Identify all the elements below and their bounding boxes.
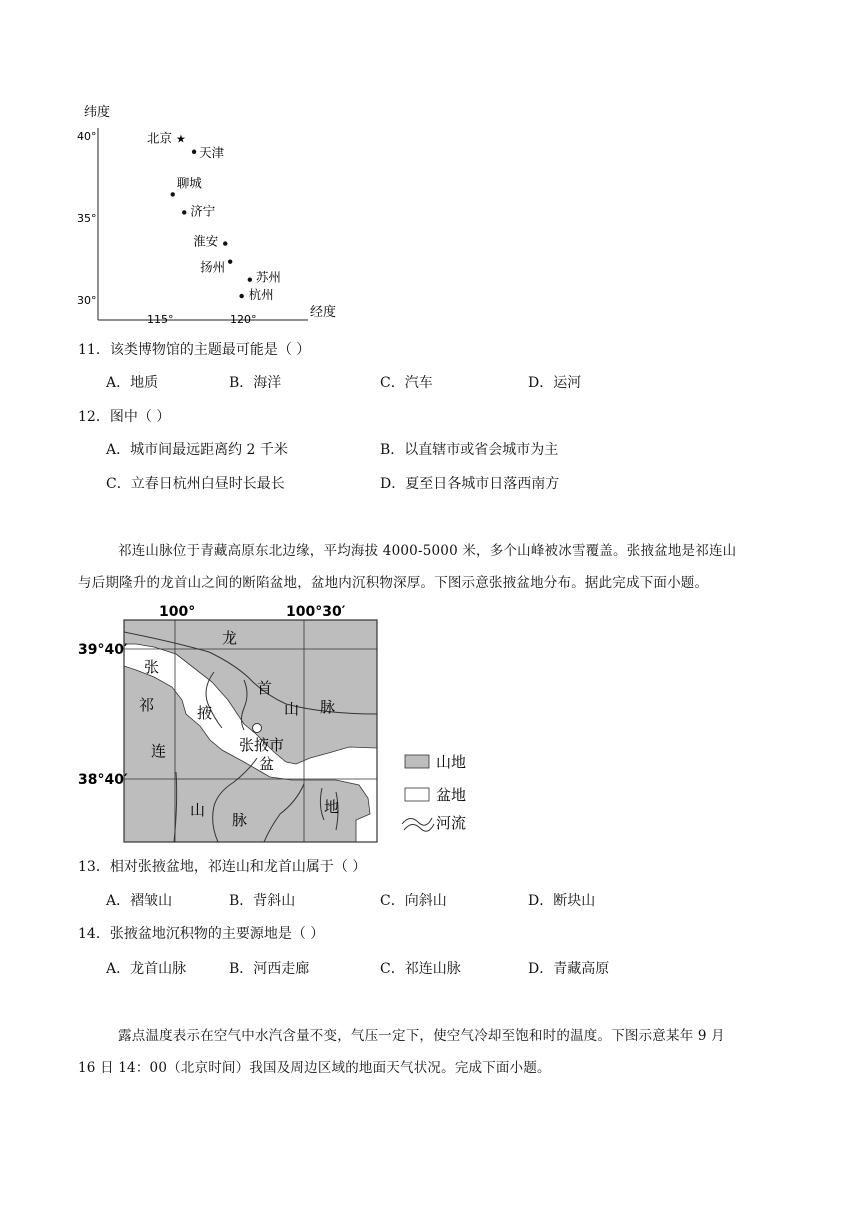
legend-river-swatch xyxy=(402,818,432,825)
lon-label-100: 100° xyxy=(159,604,196,620)
map-char-qi: 祁 xyxy=(139,696,155,714)
q12-option-c[interactable]: C．立春日杭州白昼时长最长 xyxy=(106,476,285,492)
city-point xyxy=(248,277,252,281)
city-points xyxy=(147,131,281,302)
city-point-label: 北京 xyxy=(146,130,172,146)
city-point-label: 聊城 xyxy=(176,175,202,191)
legend-river-label: 河流 xyxy=(436,814,467,832)
chart-xlabel: 经度 xyxy=(310,305,337,320)
lat-label-3940: 39°40′ xyxy=(78,642,128,658)
city-point xyxy=(228,259,232,263)
q11-stem: 11．该类博物馆的主题最可能是（ ） xyxy=(78,342,311,358)
city-point xyxy=(239,294,243,298)
map-char-long: 龙 xyxy=(222,629,238,647)
passage3-line1: 露点温度表示在空气中水汽含量不变，气压一定下，使空气冷却至饱和时的温度。下图示意某年 9 月 xyxy=(118,1028,725,1044)
zhangye-basin-map xyxy=(74,602,484,848)
q14-option-c[interactable]: C．祁连山脉 xyxy=(380,961,461,977)
q13-option-b[interactable]: B．背斜山 xyxy=(229,893,296,909)
city-point xyxy=(171,192,175,196)
map-city-label: 张掖市 xyxy=(239,736,285,754)
q13-stem: 13．相对张掖盆地，祁连山和龙首山属于（ ） xyxy=(78,859,367,875)
legend-river-swatch-2 xyxy=(404,824,434,831)
passage3-line2: 16 日 14：00（北京时间）我国及周边区域的地面天气状况。完成下面小题。 xyxy=(78,1060,551,1076)
q13-option-d[interactable]: D．断块山 xyxy=(528,893,596,909)
zhangye-city-marker xyxy=(253,724,262,733)
lon-label-10030: 100°30′ xyxy=(286,604,346,620)
city-point xyxy=(192,150,196,154)
q14-option-b[interactable]: B．河西走廊 xyxy=(229,961,310,977)
xtick-115: 115° xyxy=(147,313,174,326)
lat-label-3840: 38°40′ xyxy=(78,772,128,788)
legend-basin-label: 盆地 xyxy=(436,786,467,804)
legend-mountain-label: 山地 xyxy=(436,753,467,771)
map-basin-char: 盆 xyxy=(259,755,275,773)
city-point xyxy=(223,241,227,245)
q14-option-d[interactable]: D．青藏高原 xyxy=(528,961,610,977)
q11-option-a[interactable]: A．地质 xyxy=(106,375,159,391)
city-latitude-chart xyxy=(70,98,350,330)
q11-option-c[interactable]: C．汽车 xyxy=(380,375,433,391)
q14-option-a[interactable]: A．龙首山脉 xyxy=(106,961,187,977)
map-char-mai2: 脉 xyxy=(232,811,248,829)
map-char-lian: 连 xyxy=(151,742,167,760)
city-point-label: 淮安 xyxy=(193,233,219,249)
legend-basin-swatch xyxy=(405,788,429,801)
q12-option-a[interactable]: A．城市间最远距离约 2 千米 xyxy=(106,442,288,458)
city-point-label: 济宁 xyxy=(190,203,216,219)
city-point-label: 扬州 xyxy=(200,259,226,275)
city-point xyxy=(182,210,186,214)
q12-option-b[interactable]: B．以直辖市或省会城市为主 xyxy=(380,442,559,458)
ytick-30: 30° xyxy=(77,294,97,307)
map-char-mai1: 脉 xyxy=(320,698,336,716)
city-point-label: 杭州 xyxy=(248,287,274,303)
chart-ylabel: 纬度 xyxy=(84,105,111,120)
legend-mountain-swatch xyxy=(405,755,429,768)
city-point-label: 天津 xyxy=(199,144,225,160)
ytick-40: 40° xyxy=(77,130,97,143)
map-char-zhang: 张 xyxy=(144,658,160,676)
q13-option-a[interactable]: A．褶皱山 xyxy=(106,893,173,909)
city-point: ★ xyxy=(175,132,186,146)
q14-stem: 14．张掖盆地沉积物的主要源地是（ ） xyxy=(78,926,325,942)
city-point-label: 苏州 xyxy=(255,269,281,285)
passage2-line2: 与后期隆升的龙首山之间的断陷盆地，盆地内沉积物深厚。下图示意张掖盆地分布。据此完成下面小题。 xyxy=(78,575,709,591)
ytick-35: 35° xyxy=(77,212,97,225)
q11-option-b[interactable]: B．海洋 xyxy=(229,375,282,391)
map-char-shan2: 山 xyxy=(190,801,206,819)
passage2-line1: 祁连山脉位于青藏高原东北边缘，平均海拔 4000-5000 米，多个山峰被冰雪覆盖。张掖盆地是祁连山 xyxy=(118,543,737,559)
map-char-ye: 掖 xyxy=(197,704,213,722)
q12-stem: 12．图中（ ） xyxy=(78,409,171,425)
xtick-120: 120° xyxy=(230,313,257,326)
q12-option-d[interactable]: D．夏至日各城市日落西南方 xyxy=(380,476,560,492)
map-char-shan1: 山 xyxy=(284,700,300,718)
map-char-di: 地 xyxy=(324,798,340,816)
map-char-shou: 首 xyxy=(257,679,273,697)
q13-option-c[interactable]: C．向斜山 xyxy=(380,893,447,909)
q11-option-d[interactable]: D．运河 xyxy=(528,375,582,391)
